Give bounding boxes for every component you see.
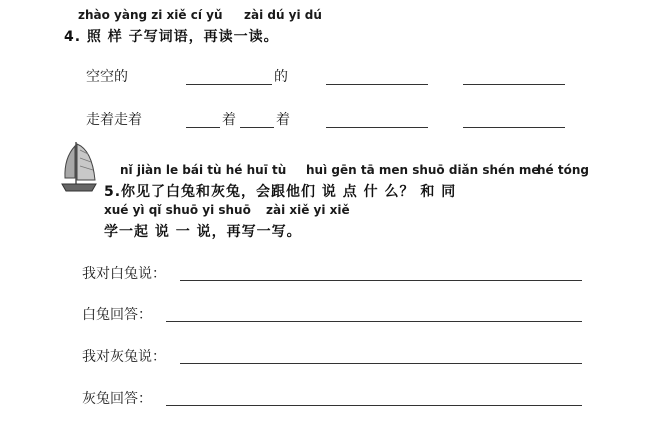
answer-label-4: 灰兔回答： [82,391,152,407]
q4-pinyin-2: zài dú yi dú [244,8,322,22]
q4-title: 4. 照 样 子写词语，再读一读。 [64,29,279,45]
q4-pinyin-1: zhào yàng zi xiě cí yǔ [78,8,223,22]
q4-row2-sep2: 着 [276,112,290,128]
q4-row2-blank-3[interactable] [326,127,428,128]
q5-pinyin-2b: zài xiě yi xiě [266,203,350,217]
q5-line-2: 学一起 说 一 说，再写一写。 [104,224,302,240]
q4-row2-sep1: 着 [222,112,236,128]
q4-row2-blank-2[interactable] [240,127,274,128]
q5-pinyin-1c: hé tóng [537,163,589,177]
answer-line-1[interactable] [180,280,582,281]
q4-row1-blank-1[interactable] [186,84,272,85]
q4-row2-blank-4[interactable] [463,127,565,128]
q4-row2-word: 走着走着 [86,112,142,128]
answer-line-4[interactable] [166,405,582,406]
answer-line-2[interactable] [166,321,582,322]
q4-row1-word: 空空的 [86,69,128,85]
q5-pinyin-1b: huì gēn tā men shuō diǎn shén me [306,163,540,177]
q5-pinyin-1a: nǐ jiàn le bái tù hé huī tù [120,163,287,177]
q4-row1-blank-3[interactable] [463,84,565,85]
q4-row1-mid: 的 [274,69,288,85]
answer-line-3[interactable] [180,363,582,364]
q4-row1-blank-2[interactable] [326,84,428,85]
q5-line-1: 5.你见了白兔和灰兔，会跟他们 说 点 什 么？ 和 同 [104,184,457,200]
q4-row2-blank-1[interactable] [186,127,220,128]
answer-label-2: 白兔回答： [82,307,152,323]
sailboat-icon [58,140,100,196]
answer-label-3: 我对灰兔说： [82,349,166,365]
answer-label-1: 我对白兔说： [82,266,166,282]
q5-pinyin-2a: xué yì qǐ shuō yi shuō [104,203,251,217]
